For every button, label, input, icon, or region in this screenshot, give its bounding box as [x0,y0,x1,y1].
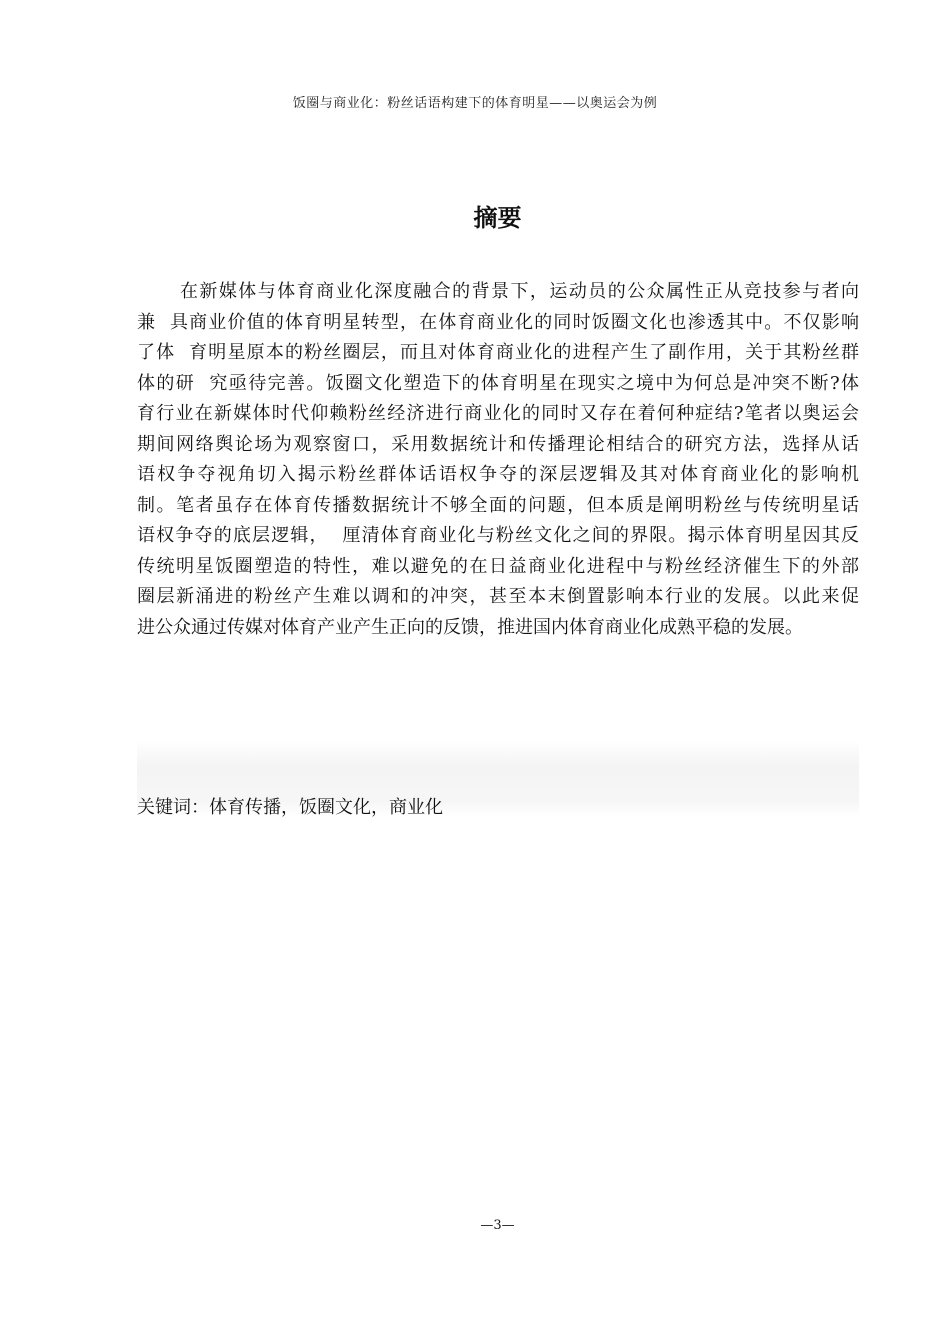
abstract-line: 制。笔者虽存在体育传播数据统计不够全面的问题，但本质是阐明粉丝与传统明星话 [137,494,859,516]
abstract-line: 体的研 究亟待完善。饭圈文化塑造下的体育明星在现实之境中为何总是冲突不断?体 [137,372,859,394]
abstract-line: 在新媒体与体育商业化深度融合的背景下，运动员的公众属性正从竞技参与者向 [137,281,859,302]
abstract-line: 了体 育明星原本的粉丝圈层，而且对体育商业化的进程产生了副作用，关于其粉丝群 [137,342,859,363]
abstract-line: 圈层新涌进的粉丝产生难以调和的冲突，甚至本末倒置影响本行业的发展。以此来促 [137,586,859,607]
page-number: —3— [480,1218,515,1233]
abstract-line: 传统明星饭圈塑造的特性，难以避免的在日益商业化进程中与粉丝经济催生下的外部 [137,555,859,577]
keywords-line: 关键词：体育传播，饭圈文化，商业化 [137,797,443,818]
abstract-line: 进公众通过传媒对体育产业产生正向的反馈，推进国内体育商业化成熟平稳的发展。 [137,616,803,638]
abstract-line: 语权争夺的底层逻辑， 厘清体育商业化与粉丝文化之间的界限。揭示体育明星因其反 [137,525,859,546]
abstract-line: 语权争夺视角切入揭示粉丝群体话语权争夺的深层逻辑及其对体育商业化的影响机 [137,464,859,485]
abstract-line: 期间网络舆论场为观察窗口，采用数据统计和传播理论相结合的研究方法，选择从话 [137,433,859,455]
section-title: 摘要 [473,204,522,232]
abstract-line: 育行业在新媒体时代仰赖粉丝经济进行商业化的同时又存在着何种症结?笔者以奥运会 [137,403,859,424]
abstract-body [137,277,859,643]
running-header: 饭圈与商业化：粉丝话语构建下的体育明星——以奥运会为例 [292,96,658,111]
abstract-line: 兼 具商业价值的体育明星转型，在体育商业化的同时饭圈文化也渗透其中。不仅影响 [137,311,859,333]
